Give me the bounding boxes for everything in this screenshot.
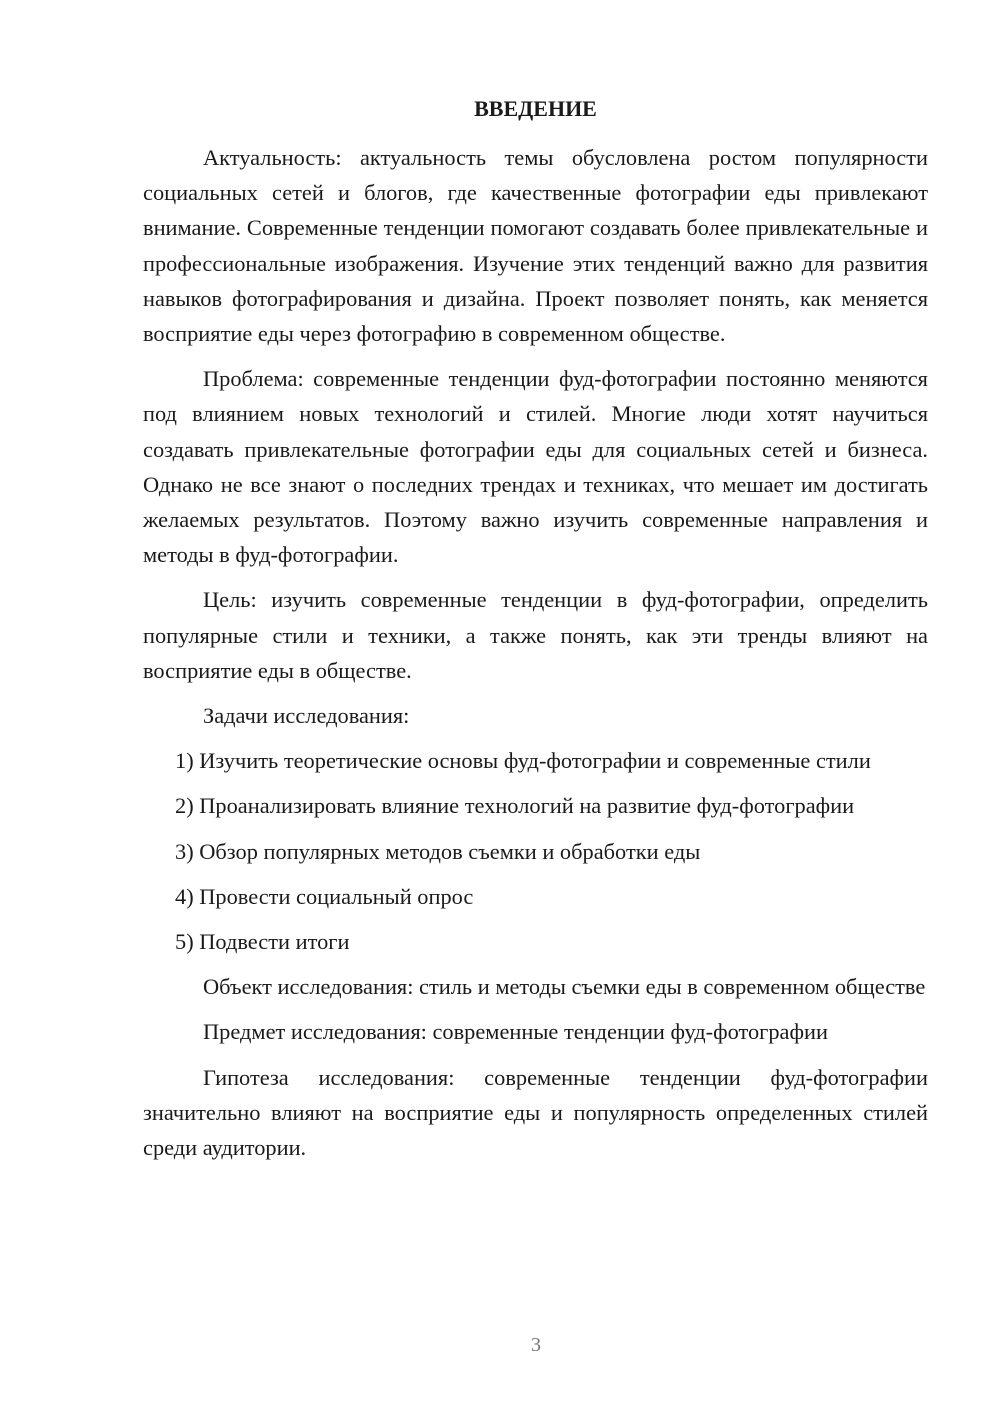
- paragraph-object: Объект исследования: стиль и методы съемки еды в современном обществе: [203, 974, 926, 1000]
- page-title: ВВЕДЕНИЕ: [474, 96, 597, 121]
- document-page: [143, 94, 928, 1175]
- task-item-5: 5) Подвести итоги: [175, 929, 350, 955]
- paragraph-problem: Проблема: современные тенденции фуд-фотографии постоянно меняются под влиянием новых технологий и стилей. Многие люди хотят научиться создавать привлекательные фотографии еды для социальных сетей и бизнеса. Однако не все знают о последних трендах и техниках, что мешает им достигать желаемых результатов. Поэтому важно изучить современные направления и методы в фуд-фотографии.: [143, 366, 928, 568]
- tasks-heading: Задачи исследования:: [203, 703, 410, 729]
- paragraph-relevance: Актуальность: актуальность темы обусловлена ростом популярности социальных сетей и блогов, где качественные фотографии еды привлекают внимание. Современные тенденции помогают создавать более привлекательные и профессиональные изображения. Изучение этих тенденций важно для развития навыков фотографирования и дизайна. Проект позволяет понять, как меняется восприятие еды через фотографию в современном обществе.: [143, 145, 928, 347]
- task-item-2: 2) Проанализировать влияние технологий на развитие фуд-фотографии: [175, 793, 855, 819]
- task-item-1: 1) Изучить теоретические основы фуд-фотографии и современные стили: [175, 748, 871, 774]
- paragraph-goal: Цель: изучить современные тенденции в фуд-фотографии, определить популярные стили и техники, а также понять, как эти тренды влияют на восприятие еды в обществе.: [143, 587, 928, 683]
- task-item-3: 3) Обзор популярных методов съемки и обработки еды: [175, 838, 701, 864]
- paragraph-hypothesis: Гипотеза исследования: современные тенденции фуд-фотографии значительно влияют на восприятие еды и популярность определенных стилей среди аудитории.: [143, 1064, 928, 1161]
- paragraph-subject: Предмет исследования: современные тенденции фуд-фотографии: [203, 1019, 828, 1045]
- task-item-4: 4) Провести социальный опрос: [175, 883, 474, 909]
- page-number: 3: [531, 1334, 541, 1356]
